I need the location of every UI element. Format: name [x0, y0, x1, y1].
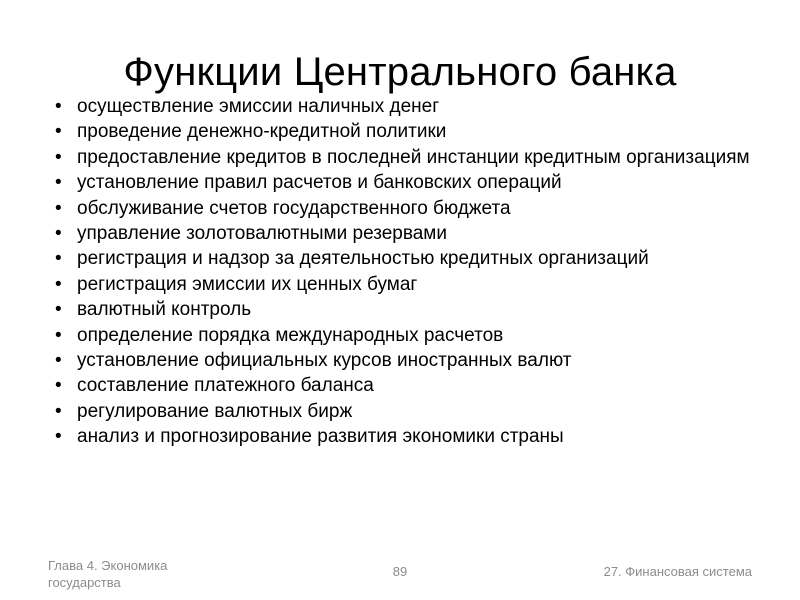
bullet-dot-icon: •	[55, 121, 62, 143]
bullet-dot-icon: •	[55, 96, 62, 117]
bullet-text: предоставление кредитов в последней инстанции кредитным организациям	[77, 146, 750, 168]
bullet-dot-icon: •	[55, 349, 62, 371]
bullet-text: составление платежного баланса	[77, 375, 374, 397]
bullet-dot-icon: •	[55, 324, 62, 346]
footer-section: 27. Финансовая система	[603, 564, 752, 579]
bullet-dot-icon: •	[55, 426, 62, 448]
bullet-text: управление золотовалютными резервами	[77, 222, 447, 244]
bullet-text: установление правил расчетов и банковских операций	[77, 172, 562, 194]
bullet-item	[55, 325, 765, 347]
bullet-item	[55, 172, 765, 194]
bullet-text: регистрация эмиссии их ценных бумаг	[77, 273, 418, 295]
bullet-dot-icon: •	[55, 222, 62, 244]
bullet-item	[55, 299, 765, 321]
bullet-text: анализ и прогнозирование развития экономики страны	[77, 426, 564, 448]
bullet-list	[55, 96, 765, 451]
bullet-item	[55, 375, 765, 397]
bullet-item	[55, 96, 765, 118]
slide-title: Функции Центрального банка	[123, 50, 677, 94]
bullet-text: осуществление эмиссии наличных денег	[77, 96, 440, 117]
bullet-item	[55, 147, 765, 169]
bullet-dot-icon: •	[55, 197, 62, 219]
bullet-dot-icon: •	[55, 273, 62, 295]
bullet-dot-icon: •	[55, 299, 62, 321]
bullet-item	[55, 274, 765, 296]
bullet-text: обслуживание счетов государственного бюджета	[77, 197, 511, 219]
bullet-dot-icon: •	[55, 172, 62, 194]
bullet-text: проведение денежно-кредитной политики	[77, 121, 447, 143]
bullet-item	[55, 401, 765, 423]
bullet-dot-icon: •	[55, 400, 62, 422]
bullet-item	[55, 121, 765, 143]
bullet-text: регистрация и надзор за деятельностью кредитных организаций	[77, 248, 649, 270]
bullet-dot-icon: •	[55, 146, 62, 168]
bullet-item	[55, 198, 765, 220]
bullet-dot-icon: •	[55, 375, 62, 397]
footer-page-number: 89	[392, 564, 408, 579]
footer-chapter: Глава 4. Экономика государства	[48, 558, 168, 590]
bullet-text: регулирование валютных бирж	[77, 400, 353, 422]
bullet-item	[55, 350, 765, 372]
bullet-item	[55, 248, 765, 270]
bullet-text: установление официальных курсов иностранных валют	[77, 349, 572, 371]
bullet-item	[55, 223, 765, 245]
bullet-item	[55, 426, 765, 448]
bullet-text: валютный контроль	[77, 299, 252, 321]
bullet-text: определение порядка международных расчетов	[77, 324, 504, 346]
bullet-dot-icon: •	[55, 248, 62, 270]
